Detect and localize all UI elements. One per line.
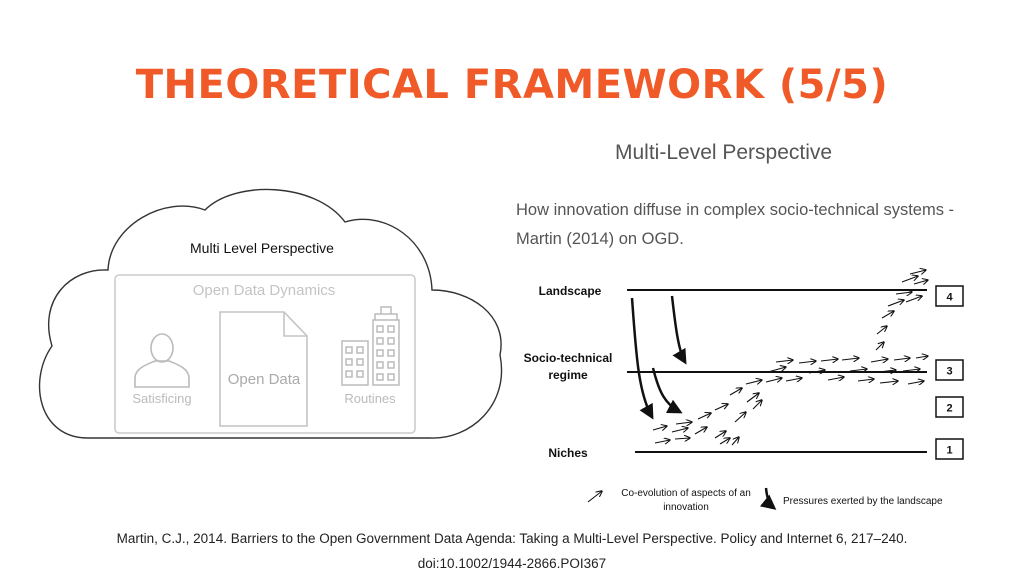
routines-label: Routines xyxy=(344,391,396,406)
slide-title: THEORETICAL FRAMEWORK (5/5) xyxy=(135,62,889,108)
buildings-icon xyxy=(342,307,399,385)
landscape-label: Landscape xyxy=(538,284,602,298)
open-data-label: Open Data xyxy=(227,371,301,388)
mlp-diagram xyxy=(510,262,980,517)
svg-text:2: 2 xyxy=(946,402,953,415)
pressure-arrow xyxy=(632,298,652,417)
doi: doi:10.1002/1944-2866.POI367 xyxy=(417,556,607,571)
slide-subtitle: Multi-Level Perspective xyxy=(615,141,833,164)
level-2-box xyxy=(936,397,963,417)
cloud-title: Multi Level Perspective xyxy=(190,240,334,256)
level-4-box xyxy=(936,286,963,306)
pressure-arrow xyxy=(672,296,685,362)
level-3-box xyxy=(936,360,963,380)
person-icon xyxy=(135,334,189,387)
pressure-arrow xyxy=(653,368,680,412)
regime-label-line1: Socio-technical xyxy=(523,351,613,365)
cloud-diagram xyxy=(0,150,510,460)
coevolution-arrows xyxy=(653,270,928,445)
open-data-dynamics-label: Open Data Dynamics xyxy=(192,282,336,299)
cloud-outline xyxy=(40,189,502,438)
level-1-box xyxy=(936,439,963,459)
svg-text:1: 1 xyxy=(946,444,953,457)
legend-coevolution-arrow xyxy=(588,491,602,502)
satisficing-label: Satisficing xyxy=(132,391,192,406)
svg-text:4: 4 xyxy=(946,291,953,304)
slide-description: How innovation diffuse in complex socio-technical systems - Martin (2014) on OGD. xyxy=(516,201,955,248)
citation: Martin, C.J., 2014. Barriers to the Open Government Data Agenda: Taking a Multi-Level Perspective. Policy and Internet 6, 217–240. xyxy=(116,531,908,546)
regime-label-line2: regime xyxy=(548,368,588,382)
legend-pressure-arrow xyxy=(766,488,774,508)
niches-label: Niches xyxy=(548,446,588,460)
svg-text:3: 3 xyxy=(946,365,953,378)
document-icon xyxy=(220,312,307,426)
legend-coevolution-label-2: innovation xyxy=(663,502,709,513)
legend-coevolution-label-1: Co-evolution of aspects of an xyxy=(621,488,751,499)
legend-pressure-label: Pressures exerted by the landscape xyxy=(783,496,943,507)
